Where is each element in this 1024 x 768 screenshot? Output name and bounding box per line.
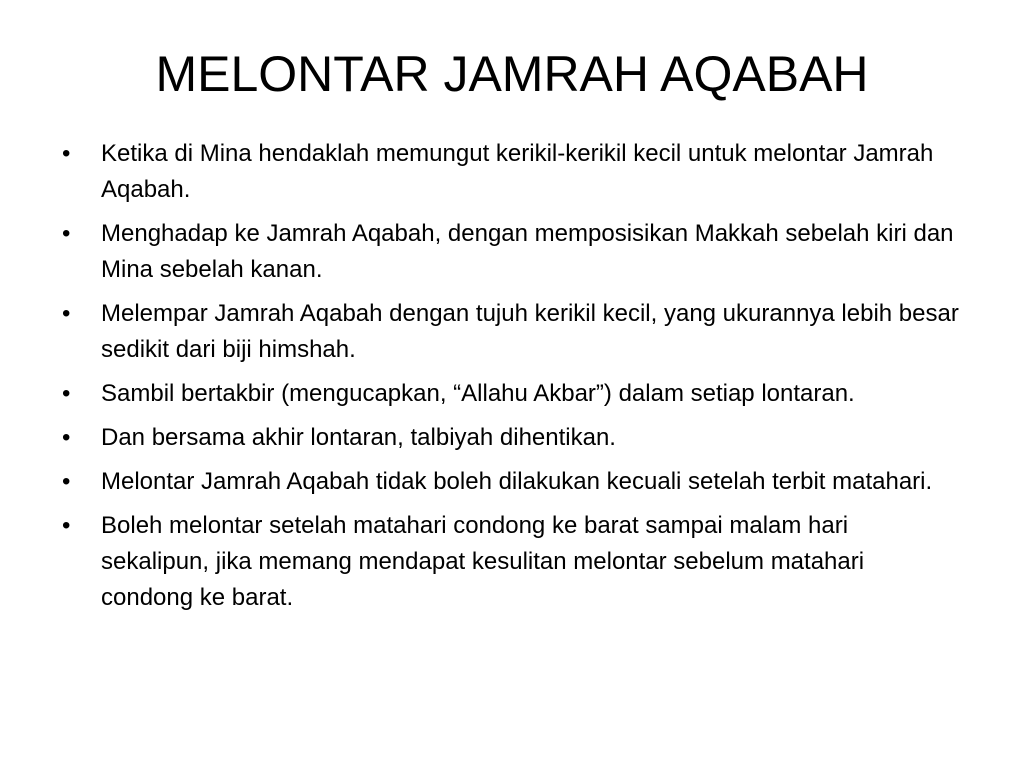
bullet-text: Boleh melontar setelah matahari condong ke barat sampai malam hari sekalipun, jika memang mendapat kesulitan melontar sebelum matahari condong ke barat. (101, 512, 865, 611)
bullet-dot-icon: • (62, 424, 71, 451)
bullet-dot-icon: • (62, 380, 71, 407)
bullet-item (62, 296, 962, 368)
bullet-text: Ketika di Mina hendaklah memungut kerikil-kerikil kecil untuk melontar Jamrah Aqabah. (101, 140, 934, 203)
bullet-item (62, 136, 962, 208)
bullet-dot-icon: • (62, 220, 71, 247)
bullet-dot-icon: • (62, 300, 71, 327)
slide-title: MELONTAR JAMRAH AQABAH (155, 46, 869, 102)
bullet-list (62, 136, 962, 624)
bullet-item (62, 216, 962, 288)
bullet-item (62, 508, 962, 616)
bullet-item (62, 420, 962, 456)
bullet-item (62, 464, 962, 500)
bullet-text: Melempar Jamrah Aqabah dengan tujuh kerikil kecil, yang ukurannya lebih besar sedikit dari biji himshah. (101, 300, 959, 363)
bullet-item (62, 376, 962, 412)
bullet-dot-icon: • (62, 140, 71, 167)
bullet-dot-icon: • (62, 468, 71, 495)
bullet-dot-icon: • (62, 512, 71, 539)
bullet-text: Menghadap ke Jamrah Aqabah, dengan memposisikan Makkah sebelah kiri dan Mina sebelah kanan. (101, 220, 954, 283)
bullet-text: Melontar Jamrah Aqabah tidak boleh dilakukan kecuali setelah terbit matahari. (101, 468, 933, 495)
bullet-text: Dan bersama akhir lontaran, talbiyah dihentikan. (101, 424, 616, 451)
bullet-text: Sambil bertakbir (mengucapkan, “Allahu Akbar”) dalam setiap lontaran. (101, 380, 855, 407)
